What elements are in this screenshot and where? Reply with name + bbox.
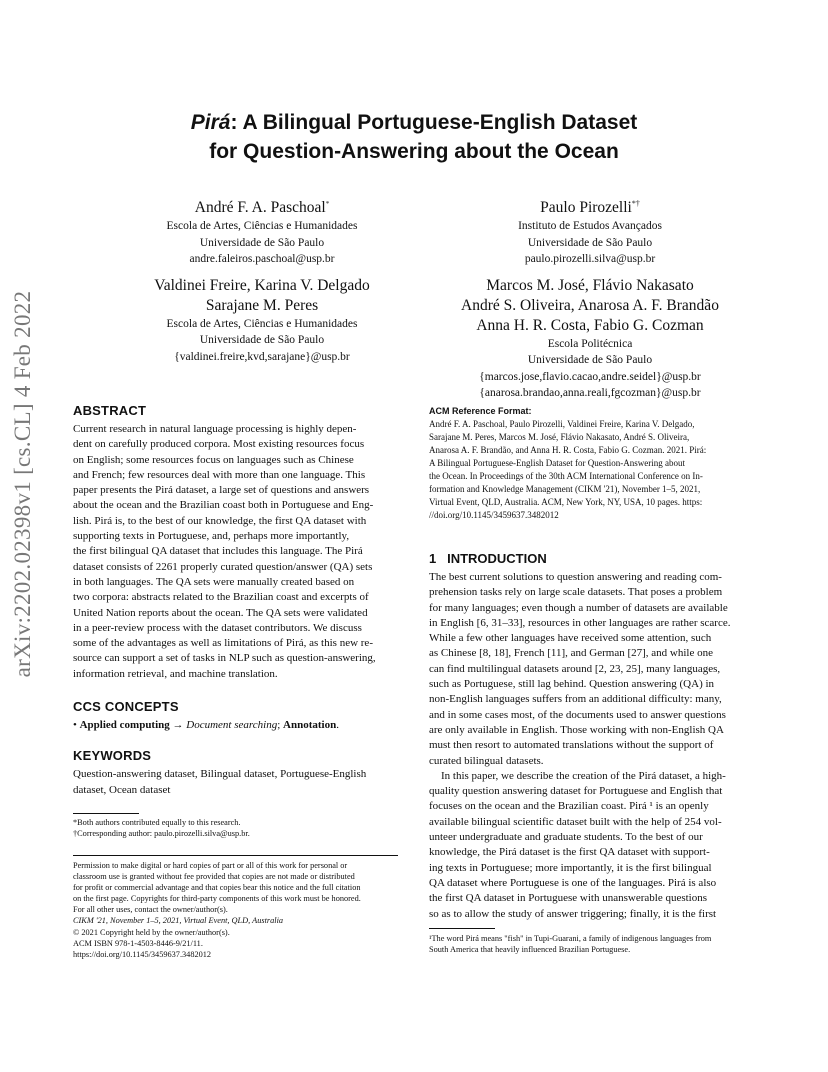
footnote-right <box>429 933 759 955</box>
intro-line: knowledge, the Pirá dataset is the first QA dataset with support- <box>429 846 710 859</box>
abstract-line: information retrieval, and machine translation. <box>73 667 278 680</box>
footnotes-left <box>73 817 398 839</box>
author-university: Universidade de São Paulo <box>527 354 653 367</box>
ccs-concepts <box>73 718 398 733</box>
abstract-line: about the ocean and the Brazilian coast both in Portuguese and Eng- <box>73 499 374 512</box>
abstract-line: dent on carefully produced corpora. Most existing resources focus <box>73 438 365 451</box>
arxiv-stamp <box>10 290 36 678</box>
isbn: ACM ISBN 978-1-4503-8446-9/21/11. <box>73 938 203 948</box>
author-marks: *† <box>631 199 640 208</box>
reference-line: Sarajane M. Peres, Marcos M. José, Flávio Nakasato, André S. Oliveira, <box>429 432 690 442</box>
section-title: INTRODUCTION <box>447 551 547 566</box>
abstract-line: in a peer-review process with the dataset contributors. We discuss <box>73 621 362 634</box>
intro-line: the first QA dataset in Portuguese with unanswerable questions <box>429 892 708 905</box>
footnote: *Both authors contributed equally to this research. <box>73 817 241 827</box>
author-affiliation: Escola de Artes, Ciências e Humanidades <box>166 317 358 330</box>
intro-line: available bilingual scientific dataset built with the help of 254 vol- <box>429 815 722 828</box>
reference-line: André F. A. Paschoal, Paulo Pirozelli, Valdinei Freire, Karina V. Delgado, <box>429 419 695 429</box>
reference-line[interactable]: //doi.org/10.1145/3459637.3482012 <box>429 510 559 520</box>
authors-right <box>420 194 760 402</box>
intro-line: non-English languages suffers from an additional difficulty: many, <box>429 693 722 706</box>
intro-line: as Chinese [8, 18], French [11], and German [27], and while one <box>429 647 713 660</box>
reference-line: Virtual Event, QLD, Australia. ACM, New York, NY, USA, 10 pages. https: <box>429 497 703 507</box>
ccs-term: Annotation <box>283 719 337 732</box>
abstract-line: the first bilingual QA dataset that includes this language. The Pirá <box>73 545 363 558</box>
title-line1: : A Bilingual Portuguese-English Dataset <box>230 111 638 134</box>
footnote: †Corresponding author: paulo.pirozelli.silva@usp.br. <box>73 829 250 839</box>
abstract-line: in both languages. The QA sets were manually created based on <box>73 575 355 588</box>
permission-line: on the first page. Copyrights for third-party components of this work must be honored. <box>73 894 361 904</box>
keywords-heading: KEYWORDS <box>73 748 152 764</box>
permission-text <box>73 860 398 960</box>
author-email: {valdinei.freire,kvd,sarajane}@usp.br <box>174 350 350 363</box>
intro-line: can find multilingual datasets around [2, 23, 25], many languages, <box>429 662 721 675</box>
introduction-section <box>429 551 759 922</box>
equal-contribution-mark: * <box>325 200 330 208</box>
title-line2: for Question-Answering about the Ocean <box>209 140 619 163</box>
doi-link[interactable]: https://doi.org/10.1145/3459637.3482012 <box>73 949 212 959</box>
permission-line: classroom use is granted without fee provided that copies are not made or distributed <box>73 872 355 882</box>
reference-line: A Bilingual Portuguese-English Dataset for Question-Answering about <box>429 458 685 468</box>
intro-line: focuses on the ocean and the Brazilian coast. Pirá ¹ is an openly <box>429 800 709 813</box>
title-dataset-name: Pirá <box>190 111 231 134</box>
abstract-line: paper presents the Pirá dataset, a large set of questions and answers <box>73 484 370 497</box>
intro-line: prehension tasks rely on large scale datasets. That poses a problem <box>429 586 723 599</box>
author-university: Universidade de São Paulo <box>199 236 325 249</box>
abstract-line: dataset consists of 2261 properly curated question/answer (QA) sets <box>73 560 373 573</box>
reference-line: the Ocean. In Proceedings of the 30th ACM International Conference on In- <box>429 471 703 481</box>
keywords-list <box>73 767 398 798</box>
footnote-separator <box>429 928 495 929</box>
acm-reference-text <box>429 418 757 522</box>
ccs-term: Applied computing <box>79 719 170 732</box>
author-group-names: Sarajane M. Peres <box>205 296 319 314</box>
authors-left <box>100 194 424 365</box>
author-email: {anarosa.brandao,anna.reali,fgcozman}@usp.br <box>479 387 701 400</box>
intro-line: such as Portuguese, still lag behind. Question answering (QA) in <box>429 678 715 691</box>
intro-line: The best current solutions to question answering and reading com- <box>429 571 722 583</box>
permission-line: For all other uses, contact the owner/author(s). <box>73 905 228 915</box>
intro-line: While a few other languages have received some attention, such <box>429 632 712 645</box>
author-email: andre.faleiros.paschoal@usp.br <box>189 253 335 266</box>
paper-title <box>0 108 828 166</box>
abstract-line: some of the advantages as well as limitations of Pirá, as this new re- <box>73 637 373 650</box>
author-group-names: Marcos M. José, Flávio Nakasato <box>486 276 694 294</box>
footnote-right-block <box>429 928 759 955</box>
intro-line: in English [6, 31–33], resources in other languages are rather scarce. <box>429 616 731 629</box>
abstract-line: United Nation reports about the ocean. The QA sets were validated <box>73 606 368 619</box>
author-name: Paulo Pirozelli <box>540 199 632 217</box>
abstract-line: on English; some resources focus on languages such as Chinese <box>73 453 354 466</box>
reference-line: formation and Knowledge Management (CIKM '21), November 1–5, 2021, <box>429 484 701 494</box>
keywords-line: dataset, Ocean dataset <box>73 783 171 796</box>
author-affiliation: Instituto de Estudos Avançados <box>518 220 662 233</box>
abstract-heading: ABSTRACT <box>73 403 147 418</box>
author-affiliation: Escola Politécnica <box>547 337 633 350</box>
bullet: • <box>73 719 77 732</box>
abstract-body <box>73 422 398 682</box>
ccs-heading: CCS CONCEPTS <box>73 699 179 715</box>
author-group-names: André S. Oliveira, Anarosa A. F. Brandão <box>461 296 719 314</box>
footnote: South America that heavily influenced Brazilian Portuguese. <box>429 945 631 955</box>
abstract-line: supporting texts in Portuguese, and, perhaps more importantly, <box>73 530 350 543</box>
abstract-line: two corpora: abstracts related to the Brazilian coast and excerpts of <box>73 591 369 604</box>
abstract-line: lish. Pirá is, to the best of our knowledge, the first QA dataset with <box>73 514 367 527</box>
abstract-line: source can support a set of tasks in NLP such as question-answering, <box>73 652 376 665</box>
intro-line: so as to allow the study of answer triggering; finally, it is the first <box>429 907 717 920</box>
copyright: © 2021 Copyright held by the owner/author(s). <box>73 927 230 937</box>
author-university: Universidade de São Paulo <box>199 334 325 347</box>
intro-line: curated bilingual datasets. <box>429 754 544 767</box>
intro-line: unteer undergraduate and graduate students. To the best of our <box>429 831 703 844</box>
arrow-icon: → <box>169 719 187 732</box>
intro-line: quality question answering dataset for Portuguese and English that <box>429 785 723 798</box>
intro-line: In this paper, we describe the creation of the Pirá dataset, a high- <box>441 769 726 782</box>
permission-line: for profit or commercial advantage and that copies bear this notice and the full citation <box>73 883 361 893</box>
intro-line: must then resort to automated translations without the support of <box>429 739 714 752</box>
conference-info: CIKM '21, November 1–5, 2021, Virtual Event, QLD, Australia <box>73 916 284 926</box>
separator: ; <box>277 719 284 732</box>
author-email: {marcos.jose,flavio.cacao,andre.seidel}@usp.br <box>479 370 701 383</box>
introduction-heading <box>429 551 759 566</box>
author-group-names: Valdinei Freire, Karina V. Delgado <box>154 276 370 294</box>
abstract-line: Current research in natural language processing is highly depen- <box>73 423 357 435</box>
permission-block <box>73 855 398 960</box>
acm-reference <box>429 406 757 522</box>
permission-line: Permission to make digital or hard copies of part or all of this work for personal or <box>73 861 348 870</box>
reference-line: Anarosa A. F. Brandão, and Anna H. R. Costa, Fabio G. Cozman. 2021. Pirá: <box>429 445 707 455</box>
section-number: 1 <box>429 551 437 566</box>
footnote-separator <box>73 813 139 814</box>
period: . <box>336 719 339 732</box>
introduction-body <box>429 570 759 922</box>
abstract-section <box>73 403 398 839</box>
intro-line: are only available in English. Those working with non-English QA <box>429 723 724 736</box>
ccs-subterm: Document searching <box>186 719 278 732</box>
arxiv-identifier: arXiv:2202.02398v1 [cs.CL] 4 Feb 2022 <box>10 290 35 678</box>
author-group-names: Anna H. R. Costa, Fabio G. Cozman <box>476 316 704 334</box>
permission-rule <box>73 855 398 856</box>
intro-line: QA dataset where Portuguese is one of the languages. Pirá is also <box>429 876 717 889</box>
author-name: André F. A. Paschoal <box>194 199 326 217</box>
author-university: Universidade de São Paulo <box>527 236 653 249</box>
footnote: ¹The word Pirá means "fish" in Tupi-Guarani, a family of indigenous languages from <box>429 934 712 943</box>
intro-line: and in some cases most, of the documents used to answer questions <box>429 708 726 721</box>
intro-line: for many languages; even though a number of datasets are available <box>429 601 728 614</box>
keywords-line: Question-answering dataset, Bilingual dataset, Portuguese-English <box>73 768 367 781</box>
author-affiliation: Escola de Artes, Ciências e Humanidades <box>166 220 358 233</box>
acm-reference-heading: ACM Reference Format: <box>429 406 532 416</box>
author-email: paulo.pirozelli.silva@usp.br <box>524 253 656 266</box>
intro-line: ing texts in Portuguese; more importantly, it is the first bilingual <box>429 861 712 874</box>
abstract-line: and French; few resources deal with more than one language. This <box>73 468 366 481</box>
